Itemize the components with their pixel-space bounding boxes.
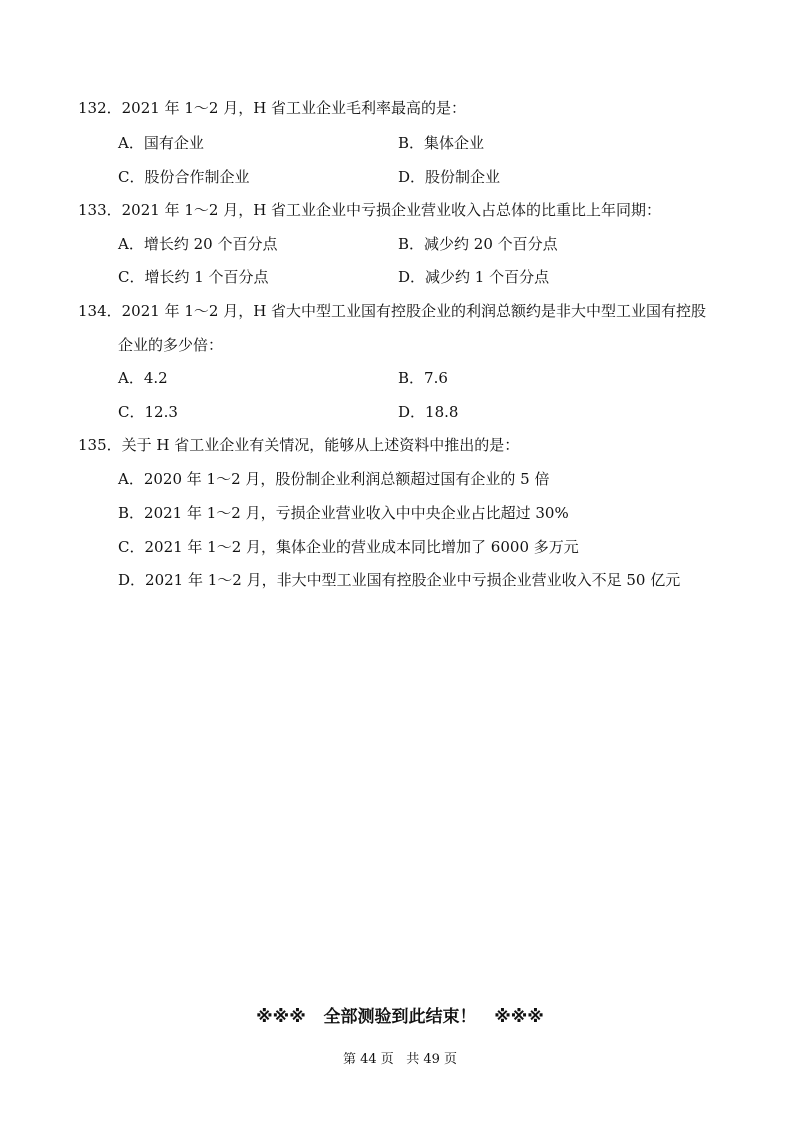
question-133-option-b: B．减少约 20 个百分点 xyxy=(398,235,558,253)
question-135-option-a: A．2020 年 1～2 月，股份制企业利润总额超过国有企业的 5 倍 xyxy=(118,470,550,488)
question-134-option-d: D．18.8 xyxy=(398,403,459,421)
question-134-option-b: B．7.6 xyxy=(398,369,448,387)
question-135-option-c: C．2021 年 1～2 月，集体企业的营业成本同比增加了 6000 多万元 xyxy=(118,538,579,556)
question-132-stem: 132．2021 年 1～2 月，H 省工业企业毛利率最高的是： xyxy=(78,99,467,117)
question-132-option-b: B．集体企业 xyxy=(398,134,485,152)
question-132-option-d: D．股份制企业 xyxy=(398,168,501,186)
question-134-option-a: A．4.2 xyxy=(118,369,168,387)
question-133-option-a: A．增长约 20 个百分点 xyxy=(118,235,278,253)
question-133-option-c: C．增长约 1 个百分点 xyxy=(118,268,269,286)
question-133-option-d: D．减少约 1 个百分点 xyxy=(398,268,550,286)
end-of-test-banner: ※※※ 全部测验到此结束！ ※※※ xyxy=(256,1007,544,1027)
question-132-option-a: A．国有企业 xyxy=(118,134,204,152)
page-number-footer: 第 44 页 共 49 页 xyxy=(342,1052,457,1067)
question-135-option-b: B．2021 年 1～2 月，亏损企业营业收入中中央企业占比超过 30% xyxy=(118,504,569,522)
question-135-stem: 135．关于 H 省工业企业有关情况，能够从上述资料中推出的是： xyxy=(78,436,520,454)
question-134-stem: 134．2021 年 1～2 月，H 省大中型工业国有控股企业的利润总额约是非大中型工业国有控股 xyxy=(78,302,707,320)
question-134-option-c: C．12.3 xyxy=(118,403,178,421)
question-133-stem: 133．2021 年 1～2 月，H 省工业企业中亏损企业营业收入占总体的比重比上年同期： xyxy=(78,201,662,219)
question-134-stem-continued: 企业的多少倍： xyxy=(118,336,224,354)
question-132-option-c: C．股份合作制企业 xyxy=(118,168,250,186)
question-135-option-d: D．2021 年 1～2 月，非大中型工业国有控股企业中亏损企业营业收入不足 50 亿元 xyxy=(118,571,681,589)
